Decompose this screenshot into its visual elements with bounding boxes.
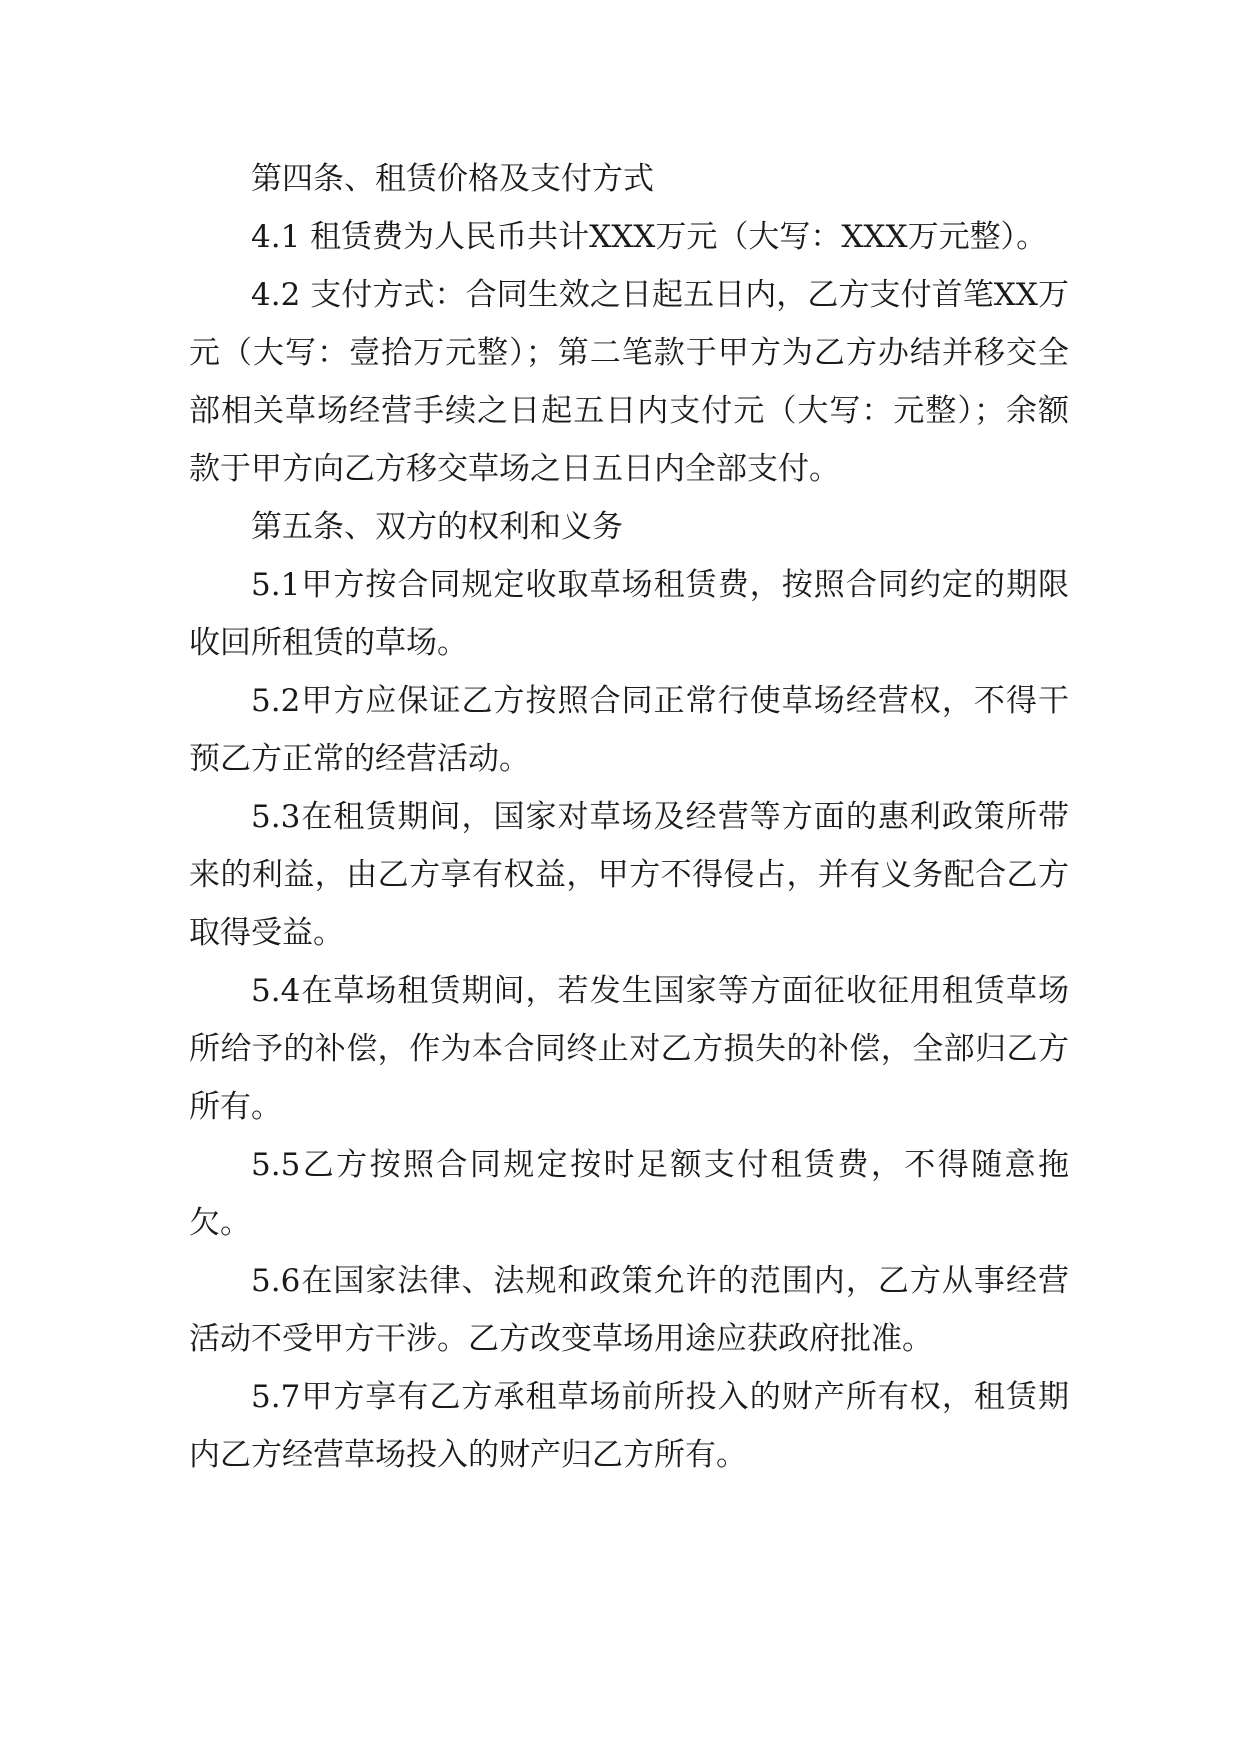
clause-5-7: 5.7甲方享有乙方承租草场前所投入的财产所有权，租赁期内乙方经营草场投入的财产归乙方所有。 [189, 1379, 1069, 1473]
article-four-heading: 第四条、租赁价格及支付方式 [251, 161, 654, 197]
clause-5-5: 5.5乙方按照合同规定按时足额支付租赁费，不得随意拖欠。 [189, 1147, 1069, 1241]
clause-5-6: 5.6在国家法律、法规和政策允许的范围内，乙方从事经营活动不受甲方干涉。乙方改变草场用途应获政府批准。 [189, 1263, 1069, 1357]
clause-4-2: 4.2 支付方式：合同生效之日起五日内，乙方支付首笔XX万元（大写：壹拾万元整）；第二笔款于甲方为乙方办结并移交全部相关草场经营手续之日起五日内支付元（大写：元整）；余额款于甲方向乙方移交草场之日五日内全部支付。 [189, 277, 1069, 487]
article-five-heading: 第五条、双方的权利和义务 [251, 509, 623, 545]
clause-5-2: 5.2甲方应保证乙方按照合同正常行使草场经营权，不得干预乙方正常的经营活动。 [189, 683, 1069, 777]
clause-5-3: 5.3在租赁期间，国家对草场及经营等方面的惠利政策所带来的利益，由乙方享有权益，甲方不得侵占，并有义务配合乙方取得受益。 [189, 799, 1069, 951]
clause-4-1: 4.1 租赁费为人民币共计XXX万元（大写：XXX万元整）。 [251, 219, 1048, 255]
clause-5-4: 5.4在草场租赁期间，若发生国家等方面征收征用租赁草场所给予的补偿，作为本合同终止对乙方损失的补偿，全部归乙方所有。 [189, 973, 1069, 1125]
clause-5-1: 5.1甲方按合同规定收取草场租赁费，按照合同约定的期限收回所租赁的草场。 [189, 567, 1069, 661]
document-body [189, 150, 1069, 1484]
